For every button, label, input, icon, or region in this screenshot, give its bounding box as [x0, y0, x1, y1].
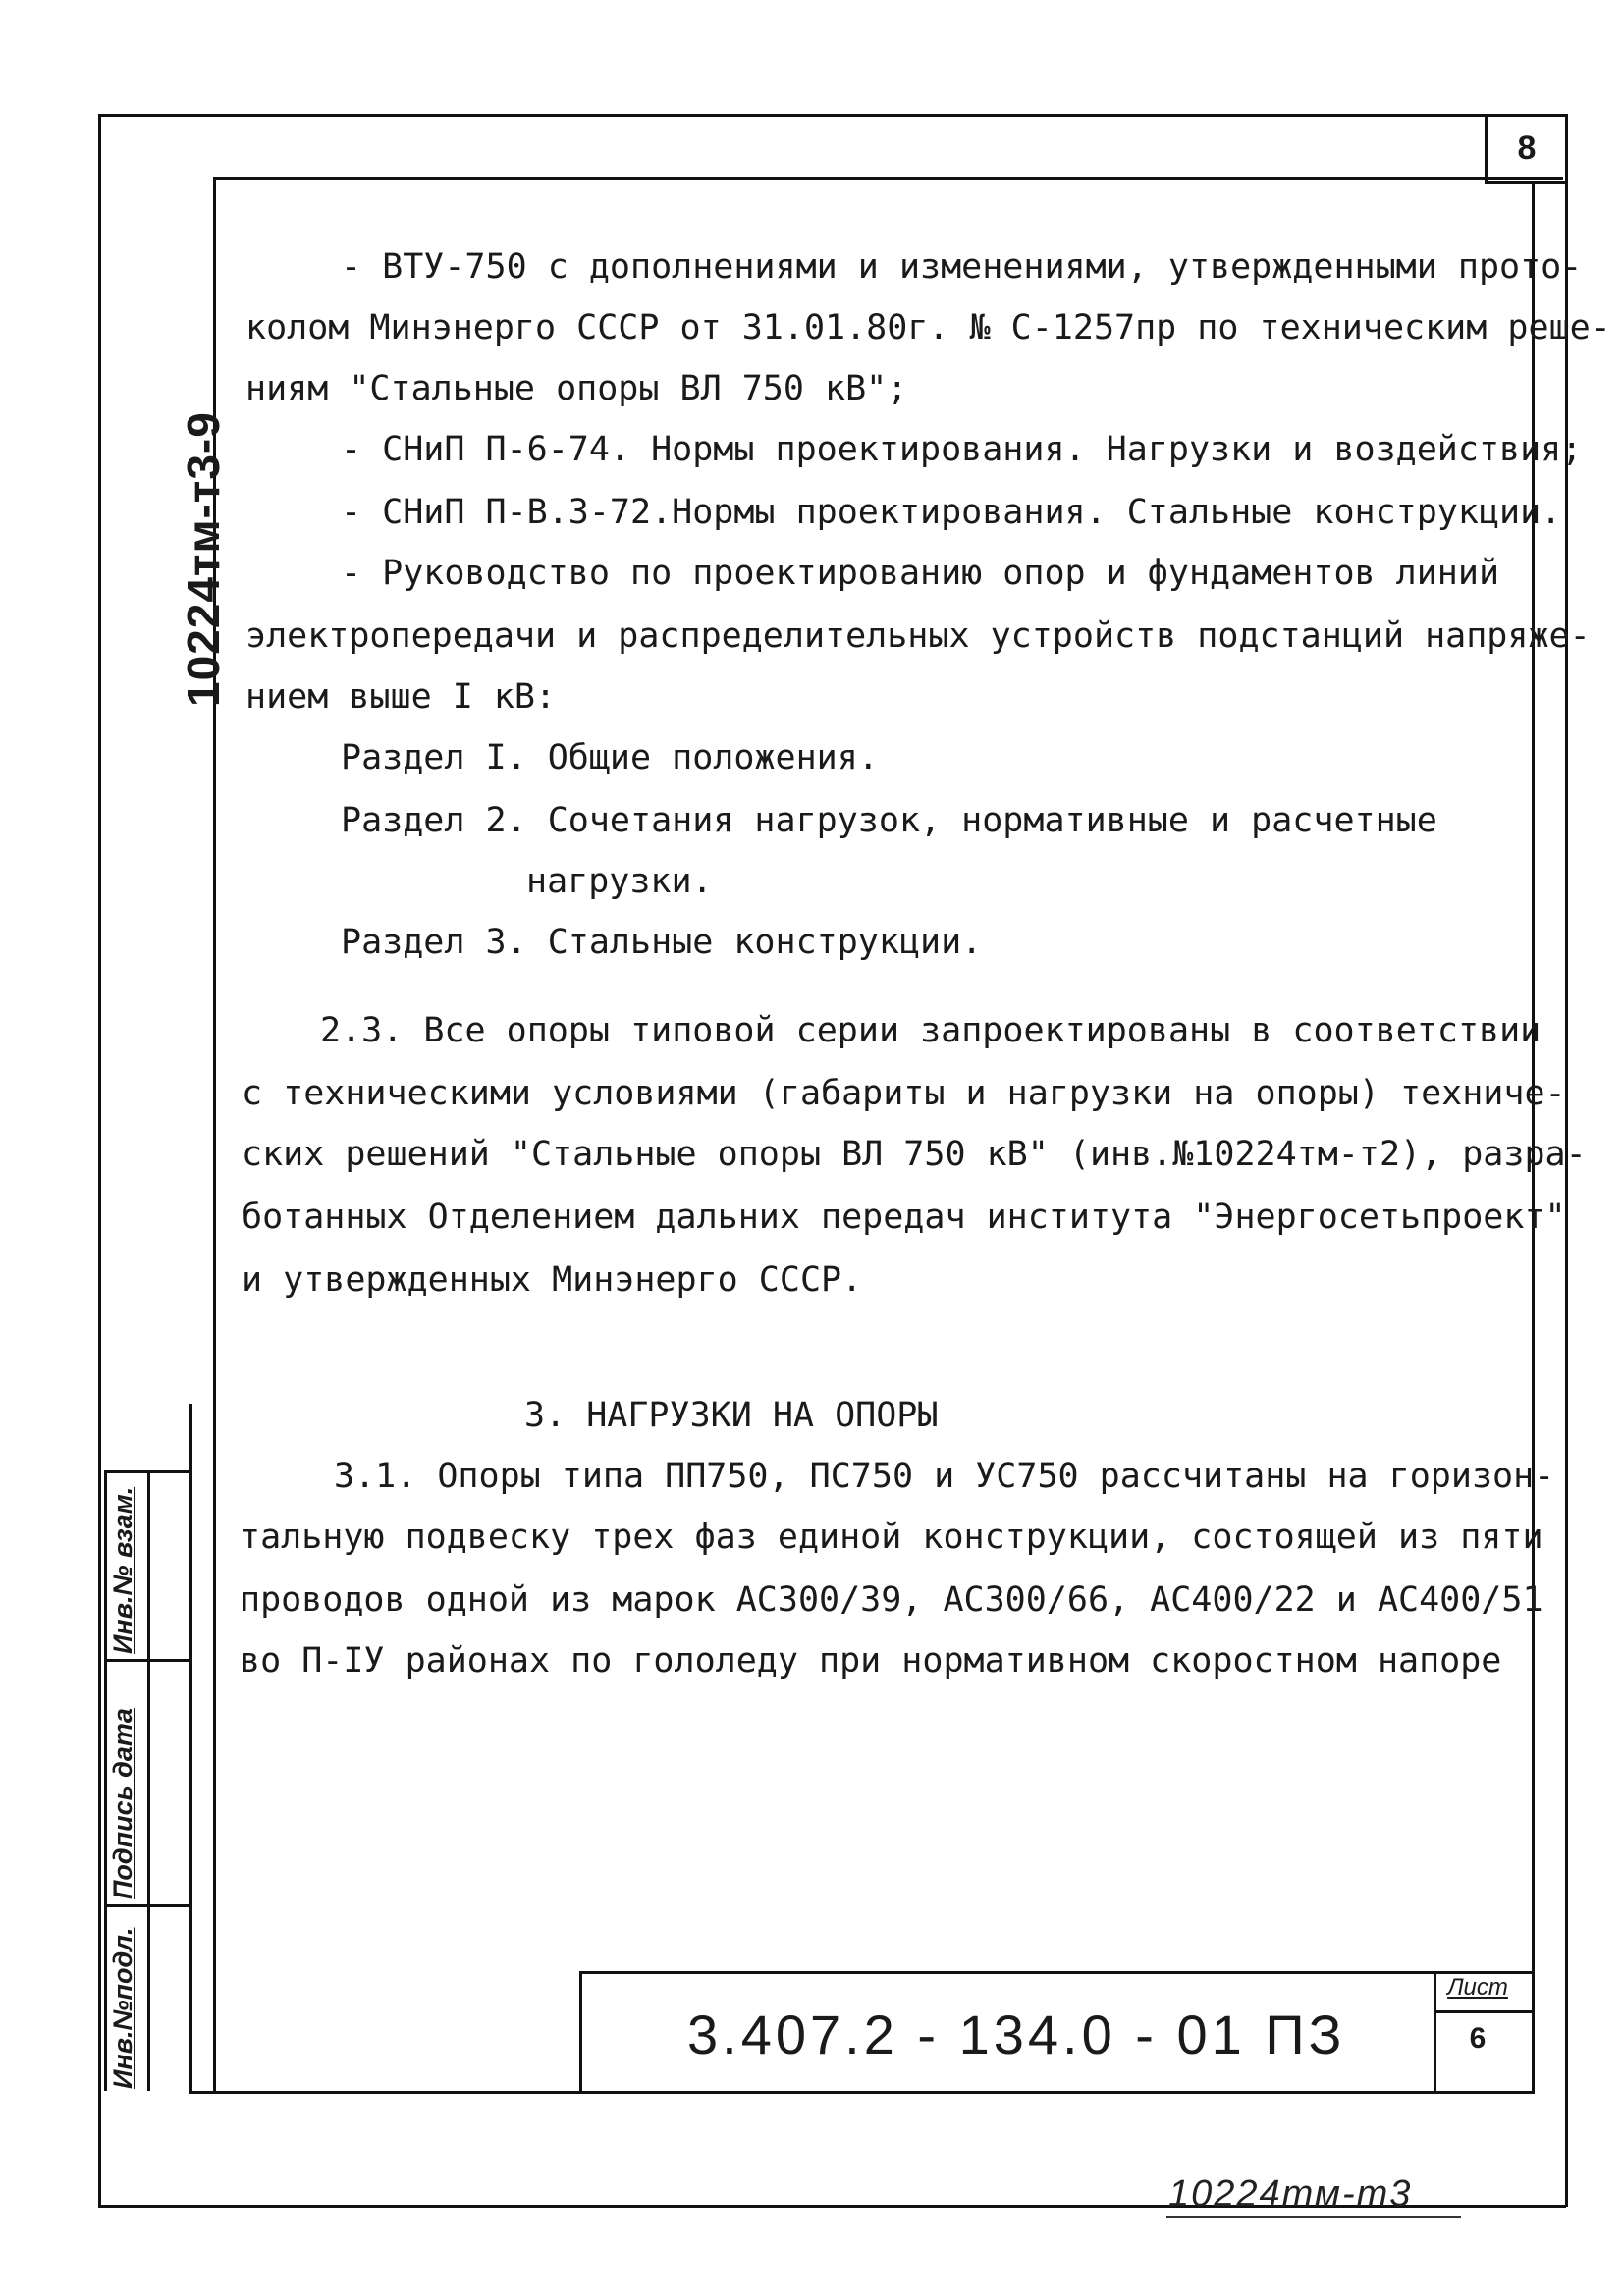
body-line: Раздел 2. Сочетания нагрузок, нормативные и расчетные: [341, 801, 1437, 840]
body-line: - ВТУ-750 с дополнениями и изменениями, утвержденными прото-: [341, 247, 1583, 287]
stamp-border-left: [104, 1470, 107, 2091]
handwritten-note: 10224тм-т3: [1168, 2173, 1413, 2215]
body-line: тальную подвеску трех фаз единой конструкции, состоящей из пяти: [240, 1518, 1543, 1557]
body-line: и утвержденных Минэнерго СССР.: [242, 1260, 863, 1300]
stamp-row-3: [104, 1904, 192, 1907]
body-line: электропередачи и распределительных устройств подстанций напряже-: [245, 616, 1591, 656]
body-line: Раздел 3. Стальные конструкции.: [341, 923, 983, 962]
body-line: с техническими условиями (габариты и нагрузки на опоры) техниче-: [242, 1074, 1566, 1113]
section-heading: 3. НАГРУЗКИ НА ОПОРЫ: [524, 1396, 939, 1435]
body-line: проводов одной из марок АС300/39, АС300/66, АС400/22 и АС400/51: [240, 1580, 1543, 1620]
document-code: 3.407.2 - 134.0 - 01 ПЗ: [687, 2003, 1346, 2065]
stamp-inv-replace: Инв.№ взам.: [108, 1486, 137, 1654]
stamp-sign-date: Подпись дата: [108, 1708, 137, 1899]
body-line: колом Минэнерго СССР от 31.01.80г. № С-1257пр по техническим реше-: [245, 308, 1611, 347]
body-line: ботанных Отделением дальних передач института "Энергосетьпроект": [242, 1198, 1566, 1237]
body-line: 2.3. Все опоры типовой серии запроектированы в соответствии: [320, 1011, 1542, 1050]
body-line: - СНиП П-В.3-72.Нормы проектирования. Стальные конструкции.: [341, 493, 1562, 532]
stamp-inv-original: Инв.№подл.: [108, 1927, 137, 2089]
stamp-divider: [147, 1470, 150, 2091]
inner-frame-top: [213, 177, 1563, 180]
handwritten-underline: [1166, 2216, 1461, 2218]
inner-frame-bottom: [189, 2091, 1535, 2094]
body-line: нагрузки.: [526, 862, 713, 901]
frame-left: [98, 114, 101, 2207]
titleblock-left: [579, 1971, 582, 2093]
body-line: нием выше I кВ:: [245, 677, 557, 717]
list-label: Лист: [1447, 1974, 1508, 2001]
titleblock-list-left: [1434, 1971, 1436, 2093]
body-line: Раздел I. Общие положения.: [341, 738, 879, 777]
stamp-row-2: [104, 1659, 192, 1662]
body-line: - Руководство по проектированию опор и фундаментов линий: [341, 554, 1500, 593]
body-line: ских решений "Стальные опоры ВЛ 750 кВ" (инв.№10224тм-т2), разра-: [242, 1135, 1587, 1174]
frame-top: [98, 114, 1566, 117]
body-line: - СНиП П-6-74. Нормы проектирования. Нагрузки и воздействия;: [341, 430, 1583, 469]
stamp-border-right: [189, 1404, 192, 2093]
body-line: 3.1. Опоры типа ПП750, ПС750 и УС750 рассчитаны на горизон-: [334, 1457, 1555, 1496]
list-number: 6: [1469, 2022, 1487, 2055]
body-line: ниям "Стальные опоры ВЛ 750 кВ";: [245, 369, 908, 408]
sheet-number: 8: [1485, 116, 1566, 184]
titleblock-top: [579, 1971, 1534, 1974]
side-code: 10224тм-т3-9: [178, 411, 229, 707]
body-line: во П-IУ районах по гололеду при нормативном скоростном напоре: [240, 1641, 1502, 1681]
titleblock-list-divider: [1434, 2010, 1534, 2013]
stamp-row-1: [104, 1470, 192, 1473]
